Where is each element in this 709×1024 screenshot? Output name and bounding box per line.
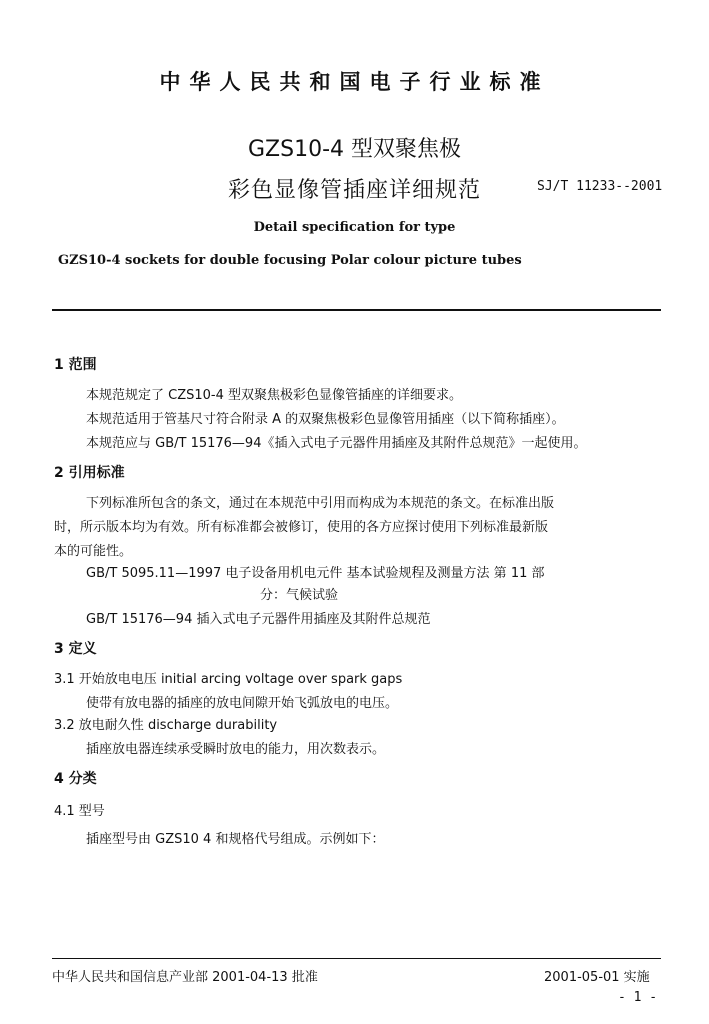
- reference-2: GB/T 15176—94 插入式电子元器件用插座及其附件总规范: [86, 612, 431, 627]
- definition-3-2-title: 3.2 放电耐久性 discharge durability: [54, 718, 278, 733]
- section-4-heading: 4 分类: [54, 771, 97, 787]
- definition-3-1-text: 使带有放电器的插座的放电间隙开始飞弧放电的电压。: [86, 696, 399, 711]
- section-1-paragraph-3: 本规范应与 GB/T 15176—94《插入式电子元器件用插座及其附件总规范》一起使用。: [86, 436, 587, 451]
- subsection-4-1-text: 插座型号由 GZS10 4 和规格代号组成。示例如下：: [86, 832, 385, 847]
- section-2-paragraph-line-3: 本的可能性。: [54, 544, 133, 559]
- definition-3-1-title: 3.1 开始放电电压 initial arcing voltage over spark gaps: [54, 672, 403, 687]
- section-2-paragraph-line-2: 时，所示版本均为有效。所有标准都会被修订，使用的各方应探讨使用下列标准最新版: [54, 520, 549, 535]
- section-1-paragraph-1: 本规范规定了 CZS10-4 型双聚焦极彩色显像管插座的详细要求。: [86, 388, 463, 403]
- subsection-4-1-title: 4.1 型号: [54, 804, 105, 819]
- english-title-line-2: GZS10-4 sockets for double focusing Polar colour picture tubes: [58, 253, 522, 268]
- standard-number: SJ/T 11233--2001: [537, 179, 663, 194]
- title-line-1: GZS10-4 型双聚焦极: [247, 137, 461, 162]
- implementation-date: 2001-05-01 实施: [544, 970, 650, 985]
- title-line-2: 彩色显像管插座详细规范: [227, 178, 481, 203]
- section-2-heading: 2 引用标准: [54, 465, 125, 481]
- header-divider: [52, 309, 661, 311]
- reference-1-line-2: 分：气候试验: [260, 588, 339, 603]
- approval-info: 中华人民共和国信息产业部 2001-04-13 批准: [52, 970, 318, 985]
- english-title-line-1: Detail specification for type: [253, 220, 456, 235]
- reference-1-line-1: GB/T 5095.11—1997 电子设备用机电元件 基本试验规程及测量方法 第 11 部: [86, 566, 545, 581]
- definition-3-2-text: 插座放电器连续承受瞬时放电的能力，用次数表示。: [86, 742, 386, 757]
- footer-divider: [52, 958, 661, 959]
- section-3-heading: 3 定义: [54, 641, 97, 657]
- document-header: 中华人民共和国电子行业标准: [159, 70, 550, 94]
- section-1-paragraph-2: 本规范适用于管基尺寸符合附录 A 的双聚焦极彩色显像管用插座（以下简称插座）。: [86, 412, 565, 427]
- page-number: - 1 -: [618, 990, 658, 1005]
- section-2-paragraph-line-1: 下列标准所包含的条文，通过在本规范中引用而构成为本规范的条文。在标准出版: [86, 496, 555, 511]
- section-1-heading: 1 范围: [54, 357, 97, 373]
